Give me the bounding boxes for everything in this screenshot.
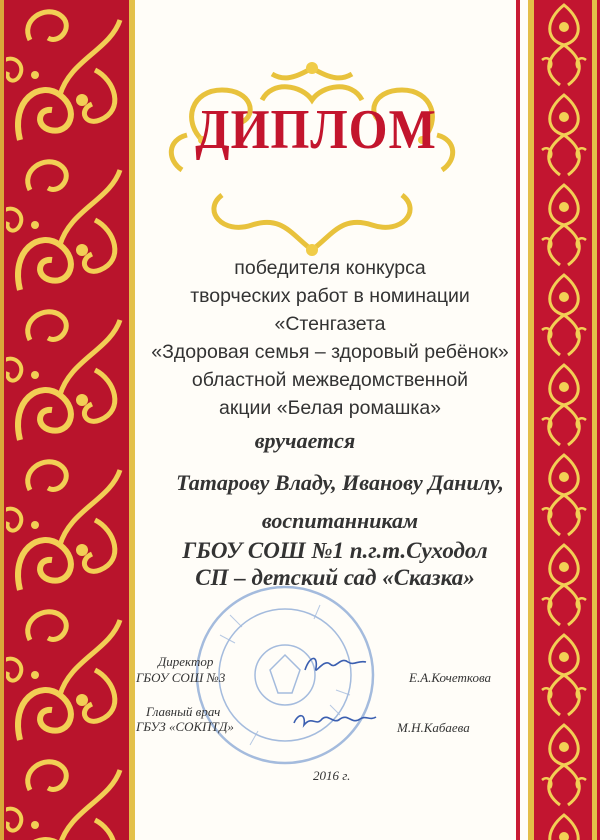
left-floral-ornament [0, 0, 135, 840]
chief-doctor-signature [290, 705, 380, 735]
right-band-stripe-right [592, 0, 597, 840]
awarded-label: вручается [254, 428, 356, 453]
issue-year: 2016 г. [313, 768, 351, 783]
director-organization: ГБОУ СОШ №3 [136, 670, 226, 685]
description-line-6: акции «Белая ромашка» [218, 397, 442, 419]
description-line-5: областной межведомственной [191, 369, 469, 391]
pupils-of-label: воспитанникам [261, 508, 419, 533]
description-line-4: «Здоровая семья – здоровый ребёнок» [151, 341, 509, 363]
left-ornament-band [0, 0, 135, 840]
chief-doctor-name: М.Н.Кабаева [397, 720, 470, 735]
director-title: Директор [158, 654, 214, 669]
school-name-line-2: СП – детский сад «Сказка» [195, 565, 475, 590]
director-name: Е.А.Кочеткова [409, 670, 492, 685]
chief-doctor-title: Главный врач [146, 704, 221, 719]
right-ornament-band [528, 0, 600, 840]
director-signature [300, 650, 370, 680]
right-floral-ornament [528, 0, 600, 840]
diploma-title: ДИПЛОМ [195, 97, 437, 161]
school-name-line-1: ГБОУ СОШ №1 п.г.т.Суходол [182, 538, 488, 563]
chief-doctor-organization: ГБУЗ «СОКПТД» [136, 719, 234, 734]
description-line-3: «Стенгазета [274, 313, 386, 335]
recipient-names: Татарову Владу, Иванову Данилу, [176, 470, 504, 495]
description-line-2: творческих работ в номинации [190, 285, 470, 307]
description-line-1: победителя конкурса [234, 257, 426, 279]
